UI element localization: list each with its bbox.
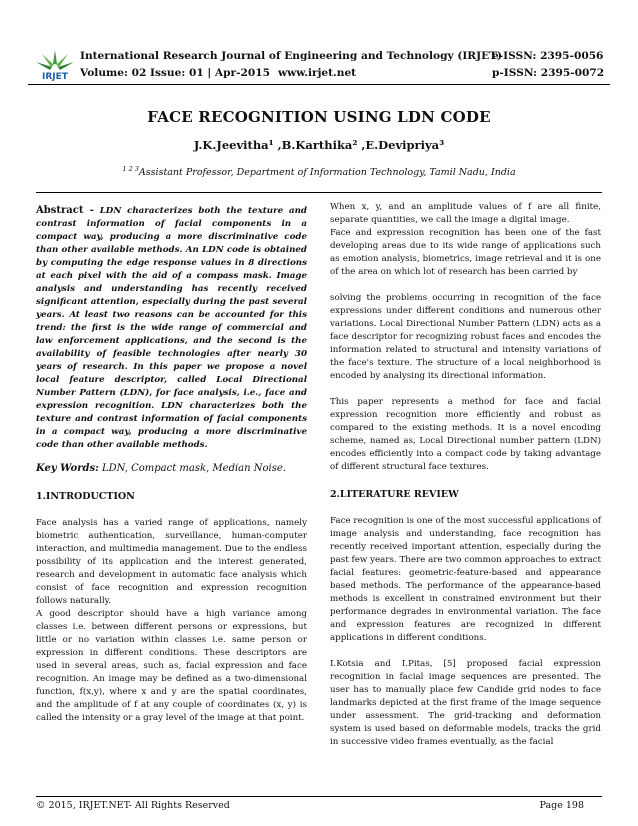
literature-paragraph-2: I.Kotsia and I.Pitas, [5] proposed facial expression recognition in facial image sequences are presented. The user has to manually place few Candide grid nodes to face landmarks depicted at the first frame of the image sequence under assessment. The grid-tracking and deformation system is used based on deformable models, tracks the grid in successive video frames eventually, as the facial — [330, 659, 601, 747]
logo-text: IRJET — [42, 72, 68, 82]
keywords — [36, 462, 307, 476]
footer-divider — [36, 796, 602, 797]
affiliation-superscripts: 1 2 3 — [122, 165, 139, 173]
right-column — [330, 201, 601, 749]
intro-heading: 1.INTRODUCTION — [36, 491, 135, 502]
paper-affiliation — [0, 165, 638, 178]
keywords-text: LDN, Compact mask, Median Noise. — [101, 463, 286, 474]
right-paragraph-2: Face and expression recognition has been one of the fast developing areas due to its wide range of applications such as emotion analysis, biometrics, image retrieval and it is one of the area on which lot of research has been carried by — [330, 228, 601, 277]
intro-paragraph-1: Face analysis has a varied range of applications, namely biometric authentication, surveillance, human-computer interaction, and multimedia management. Due to the endless possibility of its application and the interest generated, research and development in automatic face analysis which consist of face recognition and expression recognition follows naturally. — [36, 518, 307, 606]
journal-header — [20, 48, 620, 82]
paper-title: FACE RECOGNITION USING LDN CODE — [147, 108, 491, 126]
irjet-logo-icon — [34, 48, 76, 82]
copyright: © 2015, IRJET.NET- All Rights Reserved — [36, 800, 230, 811]
journal-website[interactable]: www.irjet.net — [278, 67, 357, 79]
right-paragraph-3: solving the problems occurring in recognition of the face expressions under different conditions and numerous other variations. Local Directional Number Pattern (LDN) acts as a face descriptor for recognizing robust faces and encodes the information related to structural and intensity variations of the face's texture. The structure of a local neighborhood is encoded by analysing its directional information. — [330, 293, 601, 381]
page-number: Page 198 — [539, 800, 584, 811]
left-column — [36, 204, 307, 725]
volume-issue: Volume: 02 Issue: 01 | Apr-2015 — [80, 67, 271, 79]
intro-paragraph-2: A good descriptor should have a high variance among classes i.e. between different persons or expressions, but little or no variation within classes i.e. same person or expression in different conditions. These descriptors are used in several areas, such as, facial expression and face recognition. An image may be defined as a two-dimensional function, f(x,y), where x and y are the spatial coordinates, and the amplitude of f at any couple of coordinates (x, y) is called the intensity or a gray level of the image at that point. — [36, 609, 307, 723]
header-divider — [28, 84, 610, 85]
right-paragraph-1: When x, y, and an amplitude values of f are all finite, separate quantities, we call the image a digital image. — [330, 202, 601, 225]
literature-heading: 2.LITERATURE REVIEW — [330, 489, 459, 500]
e-issn: e-ISSN: 2395-0056 — [492, 50, 604, 62]
paper-authors: J.K.Jeevitha¹ ,B.Karthika² ,E.Devipriya³ — [193, 138, 445, 152]
p-issn: p-ISSN: 2395-0072 — [492, 67, 605, 79]
keywords-label: Key Words: — [36, 463, 99, 474]
abstract-label: Abstract - — [36, 205, 94, 216]
literature-paragraph-1: Face recognition is one of the most successful applications of image analysis and understanding, face recognition has recently received important attention, especially during the past few years. There are two common approaches to extract facial features: geometric-feature-based and appearance based methods. The performance of the appearance-based methods is excellent in constrained environment but their performance degrades in environmental variation. The face and expression features are recognized in different applications in different conditions. — [330, 516, 601, 643]
journal-name: International Research Journal of Engineering and Technology (IRJET) — [80, 50, 503, 62]
abstract-text: LDN characterizes both the texture and contrast information of facial components in a compact way, producing a more discriminative code than other available methods. An LDN code is obtained by computing the edge response values in 8 directions at each pixel with the aid of a compass mask. Image analysis and understanding has recently received significant attention, especially during the past several years. At least two reasons can be accounted for this trend: the first is the wide range of commercial and law enforcement applications, and the second is the availability of feasible technologies after nearly 30 years of research. In this paper we propose a novel local feature descriptor, called Local Directional Number Pattern (LDN), for face analysis, i.e., face and expression recognition. LDN characterizes both the texture and contrast information of facial components in a compact way, producing a more discriminative code than other available methods. — [36, 206, 308, 450]
title-divider — [36, 192, 602, 193]
right-paragraph-4: This paper represents a method for face and facial expression recognition more efficiently and robust as compared to the existing methods. It is a novel encoding scheme, named as, Local Directional number pattern (LDN) encodes efficiently into a compact code by taking advantage of different structural face textures. — [330, 397, 601, 472]
affiliation-text: Assistant Professor, Department of Information Technology, Tamil Nadu, India — [138, 167, 516, 179]
abstract — [36, 204, 307, 452]
